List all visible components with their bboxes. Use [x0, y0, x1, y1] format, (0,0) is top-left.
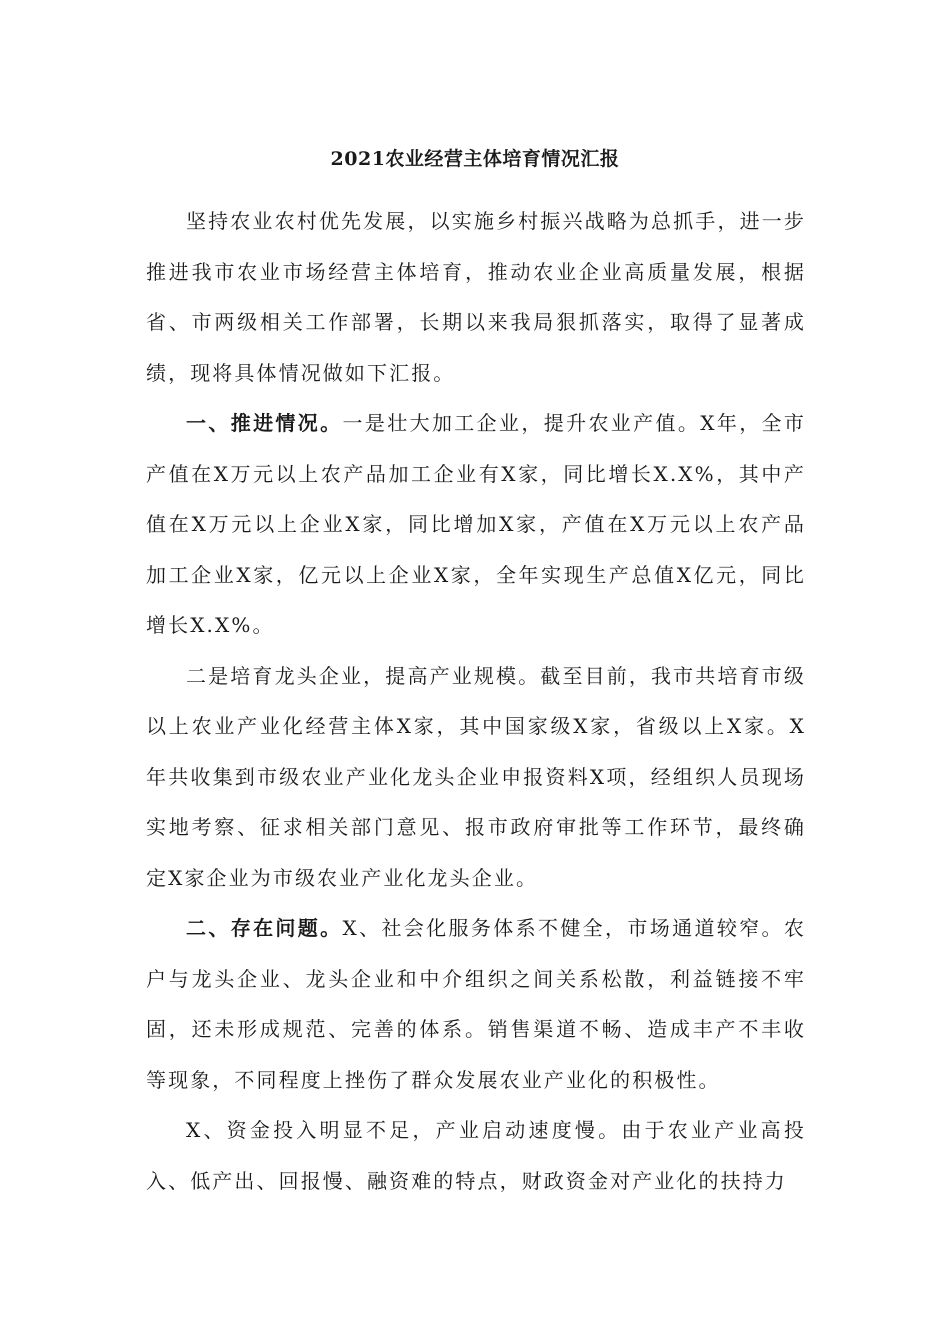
paragraph-intro — [146, 196, 806, 398]
section-heading: 一、推进情况。 — [186, 411, 343, 435]
paragraph-text: X、社会化服务体系不健全，市场通道较窄。农户与龙头企业、龙头企业和中介组织之间关系松散，利益链接不牢固，还未形成规范、完善的体系。销售渠道不畅、造成丰产不丰收等现象，不同程度上挫伤了群众发展农业产业化的积极性。 — [146, 916, 807, 1092]
section-heading: 二、存在问题。 — [186, 916, 343, 940]
paragraph-text: 一是壮大加工企业，提升农业产值。X年，全市产值在X万元以上农产品加工企业有X家，同比增长X.X%，其中产值在X万元以上企业X家，同比增加X家，产值在X万元以上农产品加工企业X家，亿元以上企业X家，全年实现生产总值X亿元，同比增长X.X%。 — [146, 411, 807, 637]
document-title: 2021农业经营主体培育情况汇报 — [330, 148, 620, 170]
document-body — [146, 196, 806, 1206]
paragraph-leading-enterprises — [146, 651, 806, 904]
paragraph-progress — [146, 398, 806, 651]
paragraph-funding — [146, 1105, 806, 1206]
paragraph-text: X、资金投入明显不足，产业启动速度慢。由于农业产业高投入、低产出、回报慢、融资难的特点，财政资金对产业化的扶持力 — [146, 1118, 806, 1193]
paragraph-text: 二是培育龙头企业，提高产业规模。截至目前，我市共培育市级以上农业产业化经营主体X家，其中国家级X家，省级以上X家。X年共收集到市级农业产业化龙头企业申报资料X项，经组织人员现场实地考察、征求相关部门意见、报市政府审批等工作环节，最终确定X家企业为市级农业产业化龙头企业。 — [146, 663, 806, 890]
paragraph-text: 坚持农业农村优先发展，以实施乡村振兴战略为总抓手，进一步推进我市农业市场经营主体培育，推动农业企业高质量发展，根据省、市两级相关工作部署，长期以来我局狠抓落实，取得了显著成绩，现将具体情况做如下汇报。 — [146, 209, 806, 385]
paragraph-problems — [146, 903, 806, 1105]
